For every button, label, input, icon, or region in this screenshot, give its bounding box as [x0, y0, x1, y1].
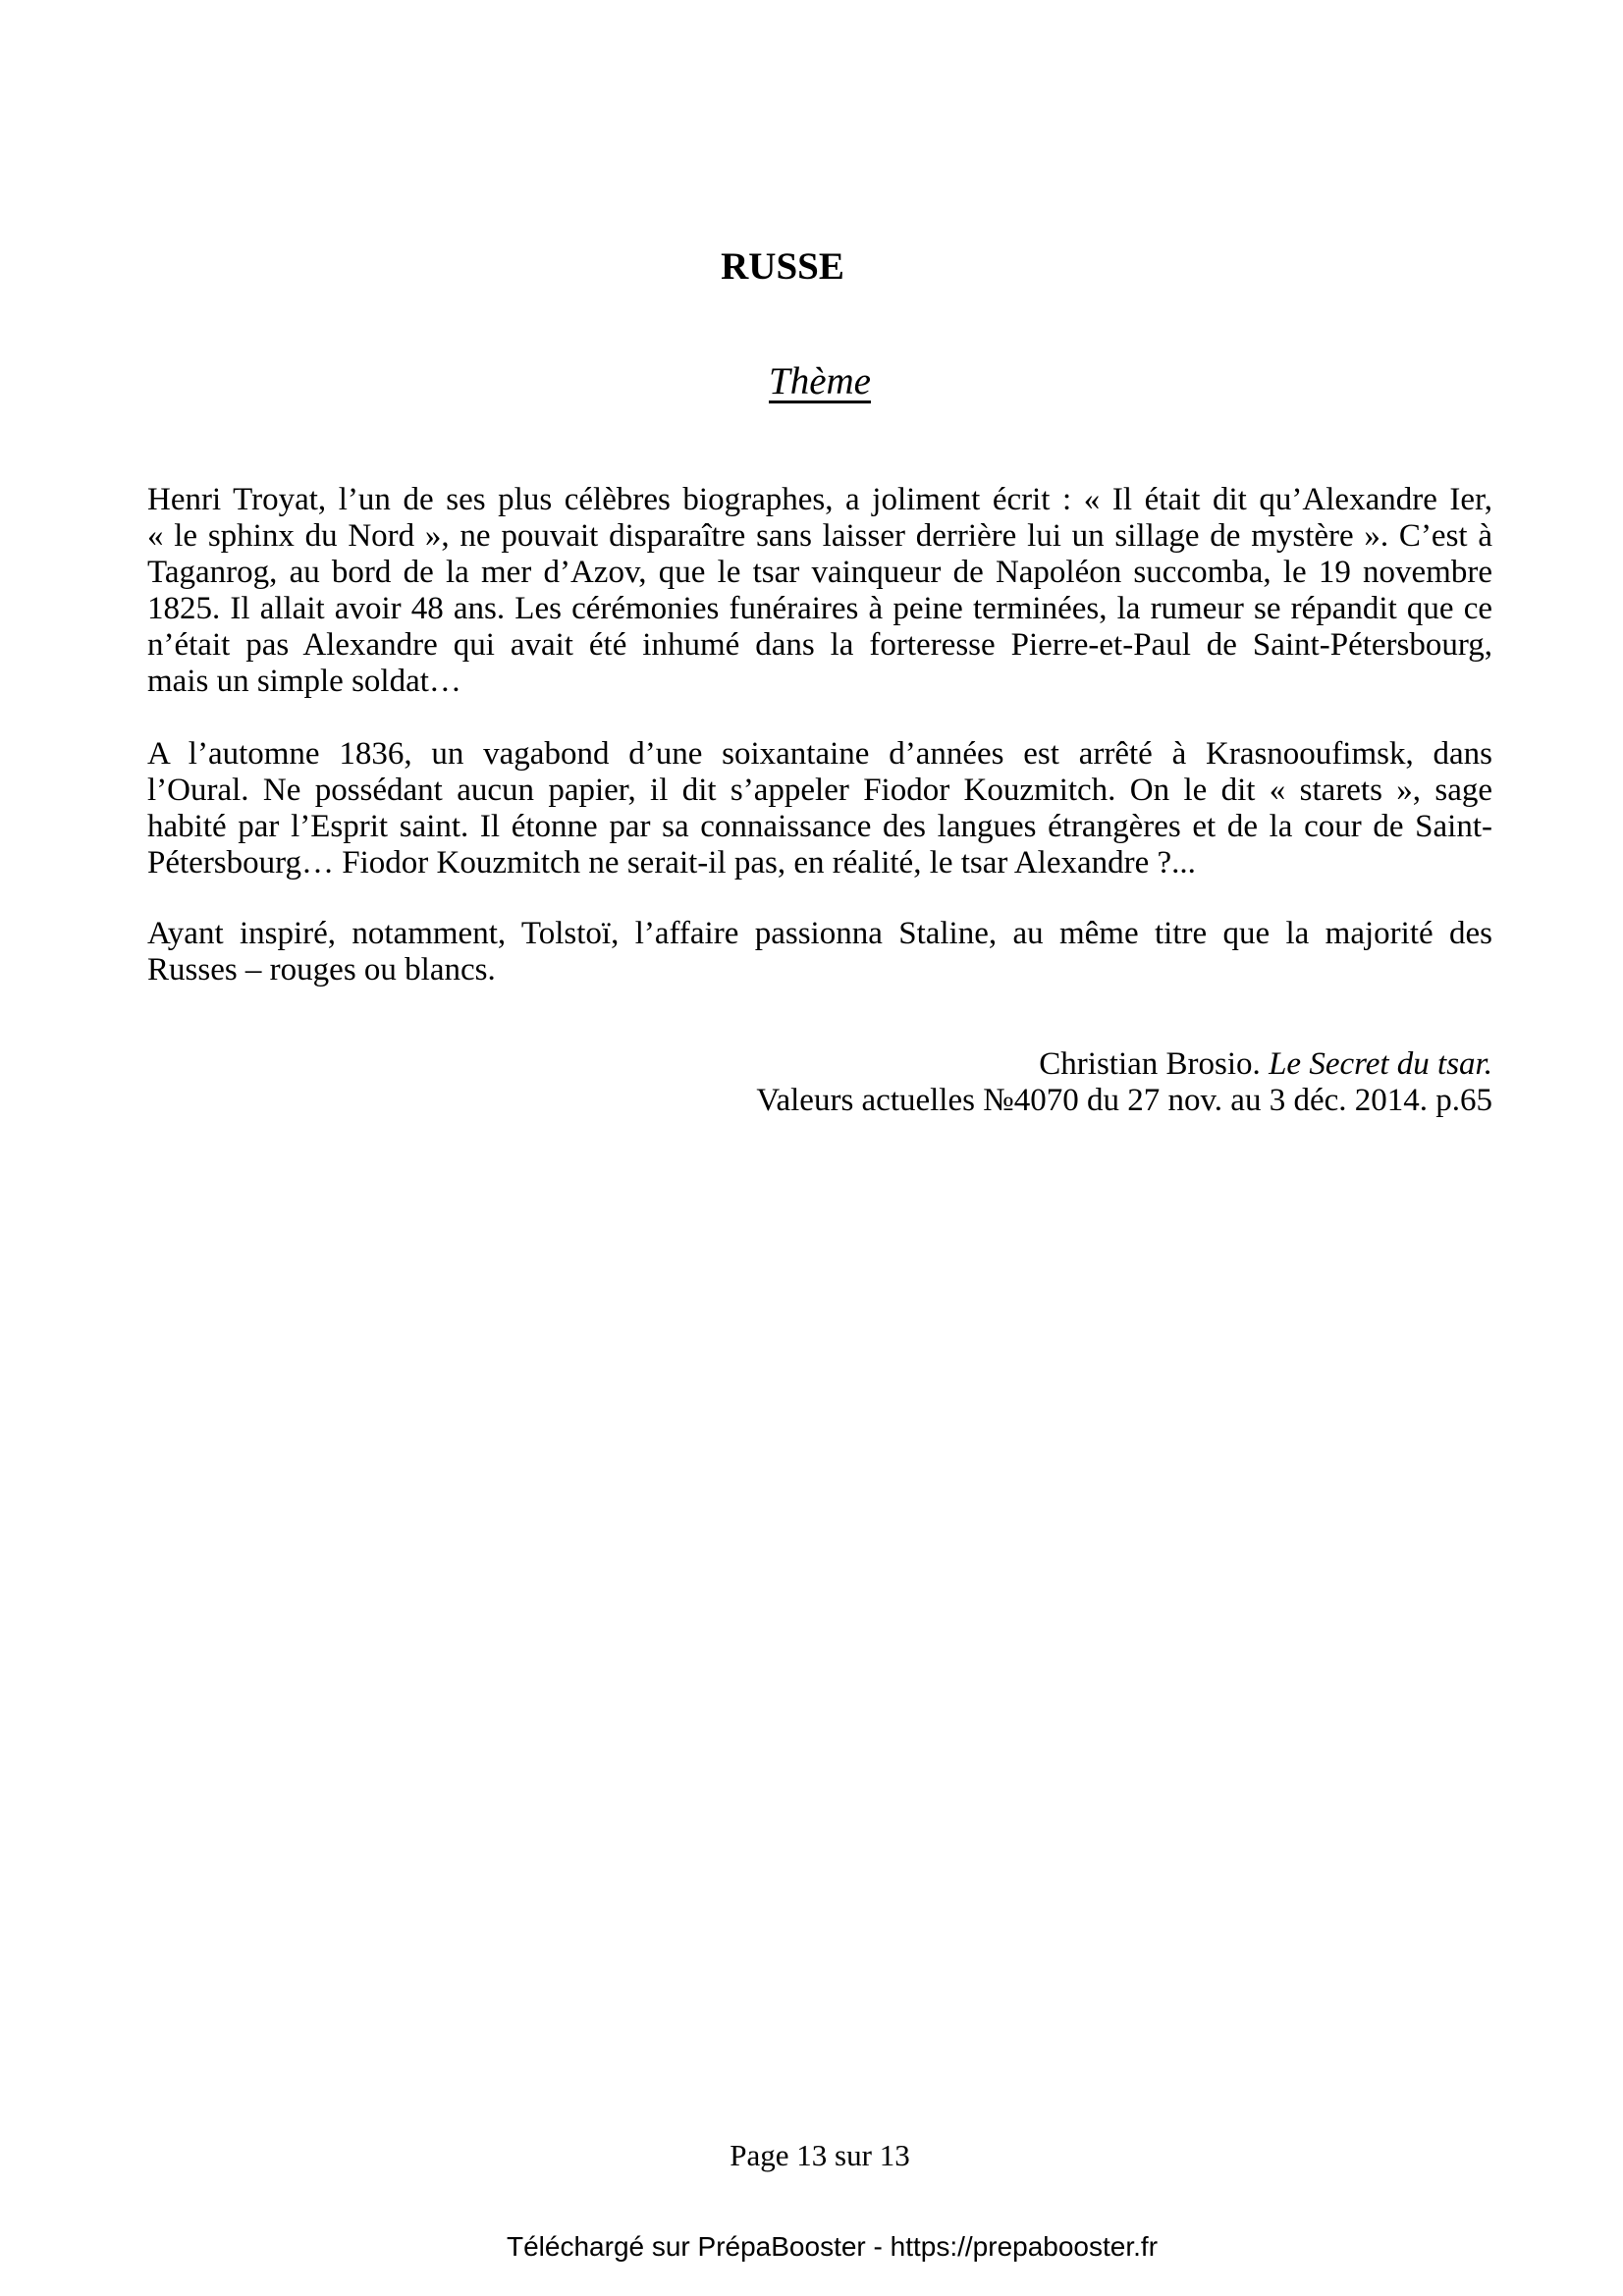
download-watermark: Téléchargé sur PrépaBooster - https://prepabooster.fr	[507, 2231, 1159, 2262]
paragraph-line: Ayant inspiré, notamment, Tolstoï, l’affaire passionna Staline, au même titre que la majorité des	[147, 916, 1492, 951]
paragraph-line: « le sphinx du Nord », ne pouvait disparaître sans laisser derrière lui un sillage de mystère ». C’est à	[147, 518, 1492, 554]
subtitle-text: Thème	[769, 360, 871, 402]
paragraph-1	[147, 482, 1492, 700]
paragraph-line: A l’automne 1836, un vagabond d’une soixantaine d’années est arrêté à Krasnooufimsk, dans	[147, 736, 1492, 772]
attribution-line-2: Valeurs actuelles №4070 du 27 nov. au 3 déc. 2014. p.65	[756, 1083, 1492, 1118]
paragraph-line: Henri Troyat, l’un de ses plus célèbres biographes, a joliment écrit : « Il était dit qu’Alexandre Ier,	[147, 482, 1492, 517]
attribution-author: Christian Brosio.	[1039, 1046, 1270, 1082]
attribution-line-1	[147, 1046, 1492, 1083]
paragraph-line: n’était pas Alexandre qui avait été inhumé dans la forteresse Pierre-et-Paul de Saint-Pétersbourg,	[147, 627, 1492, 663]
paragraph-line: Russes – rouges ou blancs.	[147, 952, 496, 988]
paragraph-line: Taganrog, au bord de la mer d’Azov, que le tsar vainqueur de Napoléon succomba, le 19 novembre	[147, 555, 1492, 590]
page-number-footer: Page 13 sur 13	[730, 2138, 910, 2172]
section-subtitle	[147, 362, 1492, 400]
attribution-work-title: Le Secret du tsar.	[1269, 1046, 1492, 1082]
paragraph-3	[147, 916, 1492, 988]
paragraph-line: Pétersbourg… Fiodor Kouzmitch ne serait-il pas, en réalité, le tsar Alexandre ?...	[147, 845, 1196, 881]
paragraph-line: 1825. Il allait avoir 48 ans. Les cérémonies funéraires à peine terminées, la rumeur se répandit que ce	[147, 591, 1492, 626]
paragraph-line: mais un simple soldat…	[147, 664, 461, 699]
paragraph-line: habité par l’Esprit saint. Il étonne par sa connaissance des langues étrangères et de la cour de Saint-	[147, 809, 1492, 844]
paragraph-line: l’Oural. Ne possédant aucun papier, il dit s’appeler Fiodor Kouzmitch. On le dit « starets », sage	[147, 773, 1492, 808]
source-attribution	[147, 1046, 1492, 1119]
page-title: RUSSE	[721, 245, 844, 288]
paragraph-2	[147, 736, 1492, 881]
